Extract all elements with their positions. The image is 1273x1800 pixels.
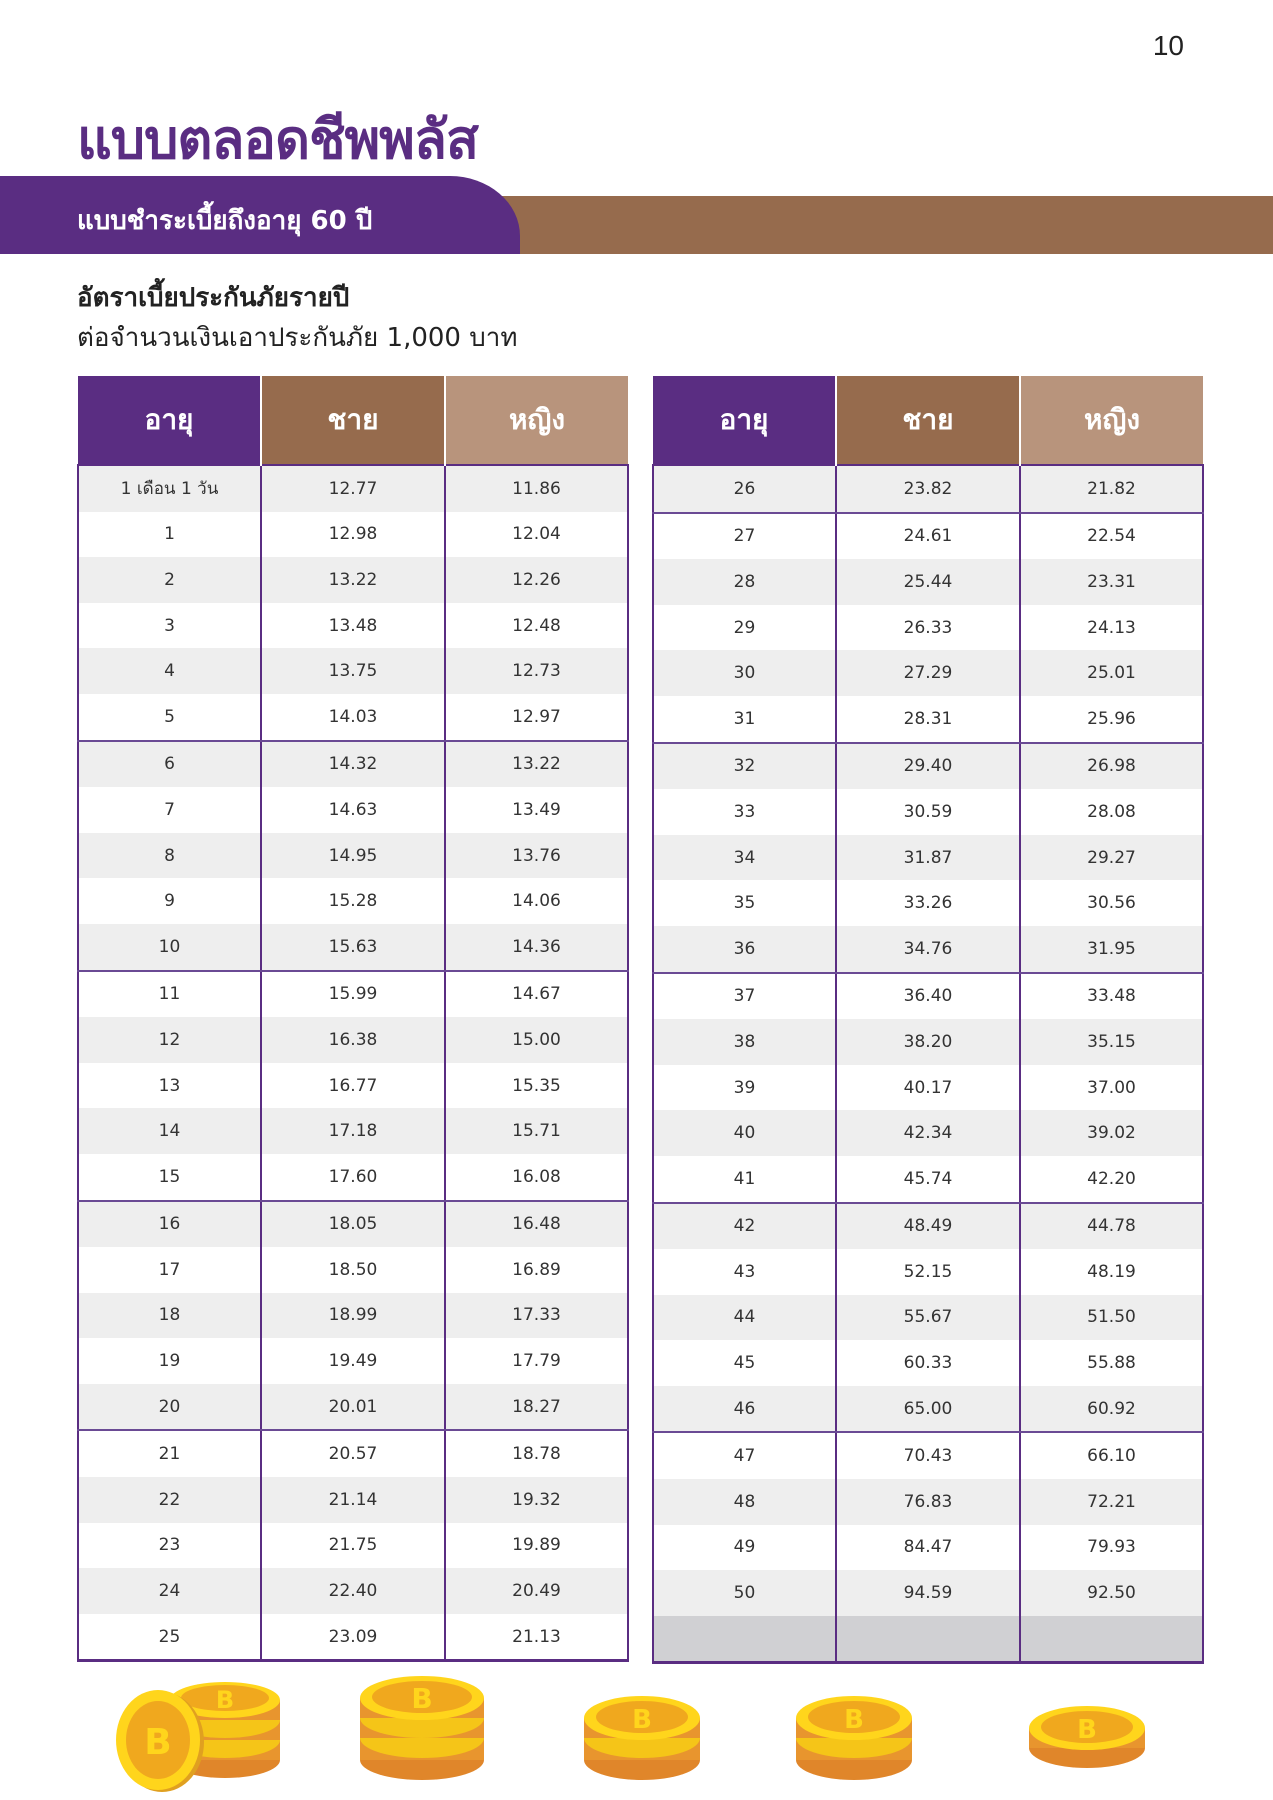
cell-male-premium: 21.75 [261,1523,445,1569]
cell-female-premium: 12.97 [445,694,628,741]
cell-female-premium: 25.96 [1020,696,1203,743]
column-header-age: อายุ [653,376,836,465]
table-row [653,1249,1203,1295]
cell-age: 31 [653,696,836,743]
table-row [653,1570,1203,1616]
cell-age: 26 [653,465,836,513]
cell-age: 44 [653,1295,836,1341]
cell-male-premium: 15.63 [261,924,445,971]
cell-male-premium: 17.60 [261,1154,445,1201]
cell-female-premium: 30.56 [1020,880,1203,926]
cell-age: 6 [78,741,261,788]
cell-age: 12 [78,1017,261,1063]
table-row [78,465,628,512]
svg-text:B: B [215,1686,235,1714]
cell-age: 28 [653,559,836,605]
cell-age: 13 [78,1063,261,1109]
cell-male-premium: 23.82 [836,465,1020,513]
cell-female-premium: 15.71 [445,1108,628,1154]
cell-age: 22 [78,1477,261,1523]
banner-label: แบบชำระเบี้ยถึงอายุ 60 ปี [77,206,373,236]
table-row [78,833,628,879]
cell-female-premium: 22.54 [1020,513,1203,560]
cell-age: 21 [78,1430,261,1477]
table-row [653,973,1203,1020]
cell-age: 27 [653,513,836,560]
cell-male-premium: 13.75 [261,648,445,694]
cell-male-premium: 33.26 [836,880,1020,926]
cell-female-premium: 31.95 [1020,926,1203,973]
table-row [78,557,628,603]
cell-male-premium: 31.87 [836,835,1020,881]
cell-female-premium: 51.50 [1020,1295,1203,1341]
cell-female-premium: 21.13 [445,1614,628,1661]
table-row [78,1293,628,1339]
cell-age: 20 [78,1384,261,1431]
cell-age: 40 [653,1110,836,1156]
cell-female-premium: 25.01 [1020,650,1203,696]
table-row [78,1614,628,1661]
cell-male-premium: 14.95 [261,833,445,879]
cell-female-premium: 72.21 [1020,1479,1203,1525]
cell-male-premium: 42.34 [836,1110,1020,1156]
cell-male-premium: 13.48 [261,603,445,649]
cell-age: 50 [653,1570,836,1616]
cell-male-premium: 70.43 [836,1432,1020,1479]
cell-female-premium: 17.33 [445,1293,628,1339]
table-row [653,926,1203,973]
table-row [78,1108,628,1154]
cell-male-premium: 15.28 [261,878,445,924]
cell-female-premium: 17.79 [445,1338,628,1384]
table-row [78,1477,628,1523]
cell-female-premium: 28.08 [1020,789,1203,835]
table-row [653,1432,1203,1479]
table-row [78,1568,628,1614]
cell-female-premium: 14.06 [445,878,628,924]
cell-male-premium: 23.09 [261,1614,445,1661]
table-row [653,1340,1203,1386]
cell-age: 34 [653,835,836,881]
cell-female-premium: 60.92 [1020,1386,1203,1433]
table-row [78,1017,628,1063]
coin-stack-icon [355,1672,490,1787]
cell-age: 47 [653,1432,836,1479]
cell-male-premium: 52.15 [836,1249,1020,1295]
cell-age: 8 [78,833,261,879]
svg-text:B: B [1077,1715,1097,1745]
cell-male-premium: 19.49 [261,1338,445,1384]
table-row [653,1295,1203,1341]
cell-female-premium: 79.93 [1020,1525,1203,1571]
table-row [653,1065,1203,1111]
cell-male-premium: 27.29 [836,650,1020,696]
table-row [653,1386,1203,1433]
cell-male-premium: 36.40 [836,973,1020,1020]
table-row [653,1110,1203,1156]
cell-male-premium: 21.14 [261,1477,445,1523]
cell-female-premium: 13.76 [445,833,628,879]
cell-male-premium: 13.22 [261,557,445,603]
cell-male-premium: 22.40 [261,1568,445,1614]
cell-male-premium: 26.33 [836,605,1020,651]
cell-male-premium: 18.05 [261,1201,445,1248]
table-row [78,741,628,788]
table-row [653,1203,1203,1250]
table-row [78,1338,628,1384]
cell-female-premium: 23.31 [1020,559,1203,605]
cell-female-premium: 19.89 [445,1523,628,1569]
coin-stack-icon [790,1690,918,1785]
table-row [78,694,628,741]
table-row [653,559,1203,605]
cell-female-premium: 29.27 [1020,835,1203,881]
table-row [78,603,628,649]
table-row [78,512,628,558]
cell-male-premium: 17.18 [261,1108,445,1154]
cell-female-premium: 16.89 [445,1247,628,1293]
rate-subheading: ต่อจำนวนเงินเอาประกันภัย 1,000 บาท [77,323,518,353]
cell-age: 17 [78,1247,261,1293]
cell-female-premium: 66.10 [1020,1432,1203,1479]
table-row [653,650,1203,696]
column-header-male: ชาย [836,376,1020,465]
table-row [78,1201,628,1248]
cell-male-premium: 20.57 [261,1430,445,1477]
cell-female-premium: 18.27 [445,1384,628,1431]
cell-male-premium: 16.38 [261,1017,445,1063]
table-row [653,880,1203,926]
cell-male-premium: 65.00 [836,1386,1020,1433]
cell-male-premium: 76.83 [836,1479,1020,1525]
cell-male-premium: 24.61 [836,513,1020,560]
cell-age: 9 [78,878,261,924]
table-row [653,513,1203,560]
cell-female-premium: 55.88 [1020,1340,1203,1386]
cell-male-premium: 38.20 [836,1019,1020,1065]
cell-age: 36 [653,926,836,973]
cell-age: 19 [78,1338,261,1384]
cell-age: 1 เดือน 1 วัน [78,465,261,512]
cell-age: 43 [653,1249,836,1295]
table-row [78,1384,628,1431]
cell-female-premium: 33.48 [1020,973,1203,1020]
cell-male-premium: 18.99 [261,1293,445,1339]
table-row [78,787,628,833]
cell-female-premium: 19.32 [445,1477,628,1523]
cell-female-premium: 14.67 [445,971,628,1018]
cell-age: 7 [78,787,261,833]
cell-female-premium: 44.78 [1020,1203,1203,1250]
cell-female-premium: 12.48 [445,603,628,649]
column-header-female: หญิง [1020,376,1203,465]
cell-female-premium: 92.50 [1020,1570,1203,1616]
cell-age: 46 [653,1386,836,1433]
table-row [653,1156,1203,1203]
cell-age: 29 [653,605,836,651]
cell-female-premium: 21.82 [1020,465,1203,513]
table-row [78,1154,628,1201]
table-row [78,1063,628,1109]
cell-male-premium: 12.98 [261,512,445,558]
cell-age: 38 [653,1019,836,1065]
table-header-row [78,376,628,465]
cell-female-premium: 11.86 [445,465,628,512]
table-row [653,465,1203,513]
cell-male-premium: 14.03 [261,694,445,741]
cell-female-premium: 16.08 [445,1154,628,1201]
cell-age: 10 [78,924,261,971]
cell-age: 41 [653,1156,836,1203]
cell-male-premium: 18.50 [261,1247,445,1293]
page-title: แบบตลอดชีพพลัส [77,108,478,171]
coin-stack-icon [110,1660,285,1795]
cell-age: 23 [78,1523,261,1569]
cell-age: 39 [653,1065,836,1111]
cell-age: 1 [78,512,261,558]
table-row [653,835,1203,881]
cell-female-premium: 42.20 [1020,1156,1203,1203]
cell-male-premium: 55.67 [836,1295,1020,1341]
cell-female-premium: 13.22 [445,741,628,788]
cell-male-premium: 30.59 [836,789,1020,835]
cell-age [653,1616,836,1663]
premium-table-left [77,376,629,1662]
cell-female-premium: 24.13 [1020,605,1203,651]
table-row [78,1523,628,1569]
cell-age: 15 [78,1154,261,1201]
table-row [78,878,628,924]
cell-female-premium [1020,1616,1203,1663]
cell-male-premium: 14.63 [261,787,445,833]
svg-text:B: B [411,1682,433,1715]
coin-stack-icon [578,1690,706,1785]
table-row [653,1479,1203,1525]
cell-female-premium: 13.49 [445,787,628,833]
cell-male-premium: 25.44 [836,559,1020,605]
svg-text:B: B [144,1722,172,1763]
cell-female-premium: 12.73 [445,648,628,694]
cell-age: 3 [78,603,261,649]
cell-male-premium: 29.40 [836,743,1020,790]
cell-female-premium: 20.49 [445,1568,628,1614]
cell-female-premium: 12.04 [445,512,628,558]
svg-text:B: B [844,1705,864,1735]
cell-male-premium: 28.31 [836,696,1020,743]
table-row [653,743,1203,790]
coin-icon [1025,1700,1150,1775]
cell-age: 14 [78,1108,261,1154]
cell-age: 5 [78,694,261,741]
table-row [653,1525,1203,1571]
table-row [653,1616,1203,1663]
cell-male-premium: 15.99 [261,971,445,1018]
cell-male-premium: 48.49 [836,1203,1020,1250]
cell-age: 48 [653,1479,836,1525]
cell-male-premium: 12.77 [261,465,445,512]
cell-female-premium: 35.15 [1020,1019,1203,1065]
svg-text:B: B [632,1705,652,1735]
table-row [78,648,628,694]
cell-male-premium: 60.33 [836,1340,1020,1386]
table-body-right [653,465,1203,1663]
table-row [653,605,1203,651]
cell-male-premium: 45.74 [836,1156,1020,1203]
cell-age: 42 [653,1203,836,1250]
cell-age: 25 [78,1614,261,1661]
cell-female-premium: 12.26 [445,557,628,603]
column-header-age: อายุ [78,376,261,465]
cell-male-premium: 84.47 [836,1525,1020,1571]
cell-age: 11 [78,971,261,1018]
cell-age: 30 [653,650,836,696]
cell-female-premium: 39.02 [1020,1110,1203,1156]
cell-female-premium: 16.48 [445,1201,628,1248]
cell-female-premium: 15.35 [445,1063,628,1109]
rate-heading: อัตราเบี้ยประกันภัยรายปี [77,283,350,313]
cell-age: 24 [78,1568,261,1614]
cell-age: 16 [78,1201,261,1248]
cell-age: 49 [653,1525,836,1571]
cell-male-premium: 16.77 [261,1063,445,1109]
cell-female-premium: 37.00 [1020,1065,1203,1111]
cell-female-premium: 18.78 [445,1430,628,1477]
table-row [78,1247,628,1293]
table-header-row [653,376,1203,465]
column-header-female: หญิง [445,376,628,465]
cell-male-premium: 14.32 [261,741,445,788]
cell-age: 37 [653,973,836,1020]
cell-female-premium: 14.36 [445,924,628,971]
column-header-male: ชาย [261,376,445,465]
cell-male-premium: 94.59 [836,1570,1020,1616]
cell-female-premium: 15.00 [445,1017,628,1063]
cell-male-premium: 20.01 [261,1384,445,1431]
premium-table-right [652,376,1204,1664]
table-row [653,696,1203,743]
coin-decoration-row [0,1660,1273,1800]
table-row [78,971,628,1018]
cell-age: 18 [78,1293,261,1339]
banner-brown-band [480,196,1273,254]
cell-female-premium: 26.98 [1020,743,1203,790]
cell-female-premium: 48.19 [1020,1249,1203,1295]
cell-male-premium: 34.76 [836,926,1020,973]
table-body-left [78,465,628,1661]
cell-age: 32 [653,743,836,790]
page-number: 10 [1152,30,1184,61]
cell-age: 33 [653,789,836,835]
table-row [653,789,1203,835]
cell-age: 35 [653,880,836,926]
table-row [78,924,628,971]
cell-age: 45 [653,1340,836,1386]
cell-male-premium [836,1616,1020,1663]
cell-male-premium: 40.17 [836,1065,1020,1111]
cell-age: 2 [78,557,261,603]
table-row [78,1430,628,1477]
table-row [653,1019,1203,1065]
cell-age: 4 [78,648,261,694]
